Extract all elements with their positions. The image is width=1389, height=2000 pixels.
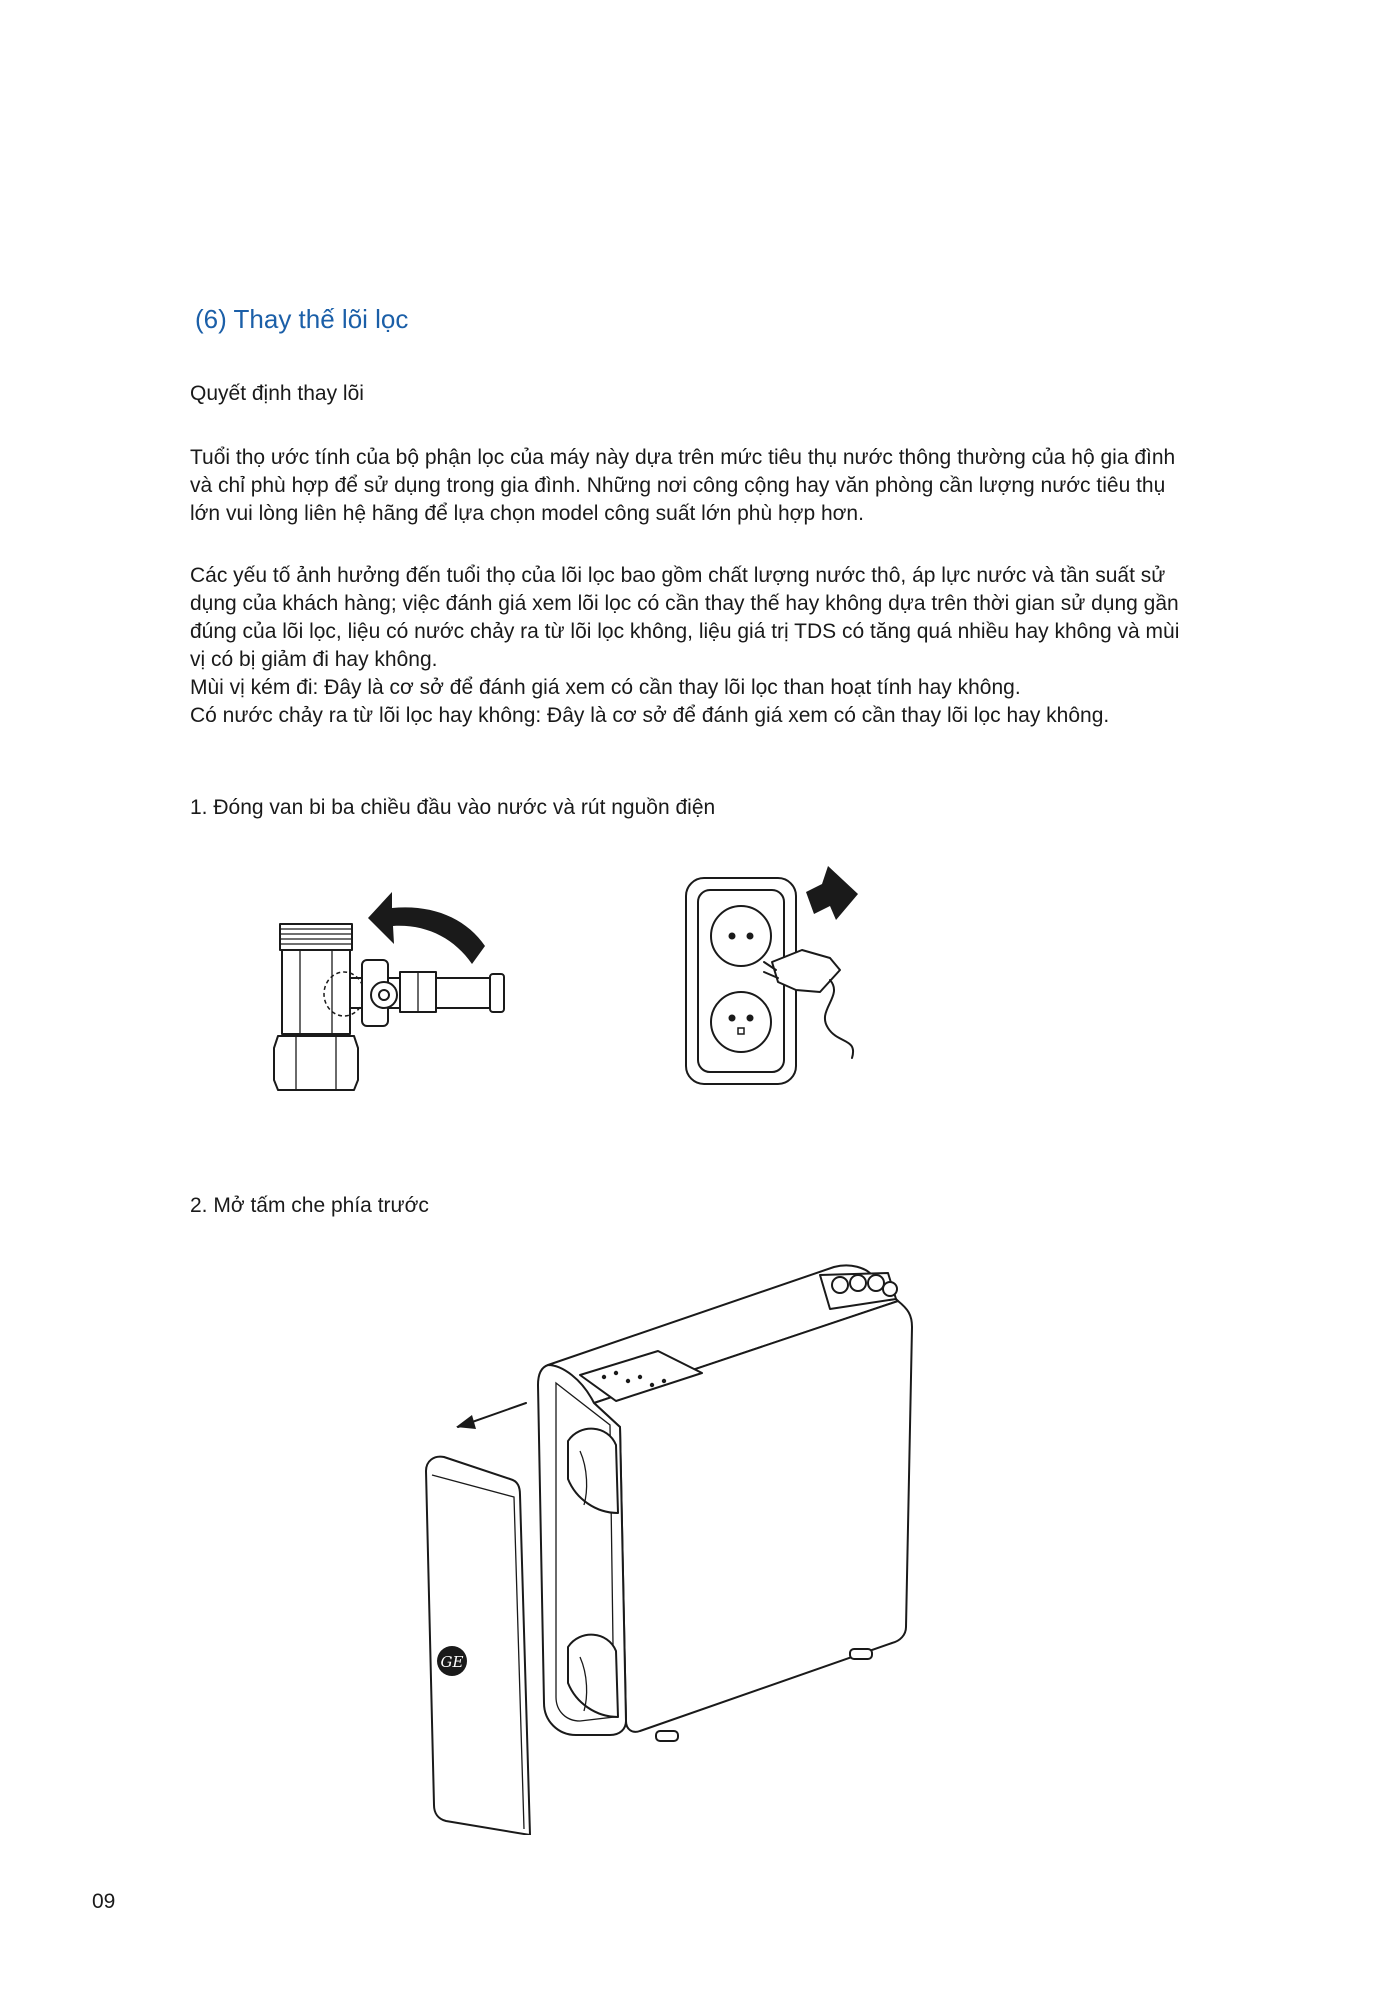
paragraph-line: lớn vui lòng liên hệ hãng để lựa chọn model công suất lớn phù hợp hơn.: [190, 502, 864, 525]
paragraph-line: Tuổi thọ ước tính của bộ phận lọc của máy này dựa trên mức tiêu thụ nước thông thường của hộ gia đình: [190, 446, 1176, 469]
arrow-right-icon: [806, 866, 858, 920]
paragraph-line: dụng của khách hàng; việc đánh giá xem lõi lọc có cần thay thế hay không dựa trên thời gian sử dụng gần: [190, 592, 1179, 615]
paragraph-line: vị có bị giảm đi hay không.: [190, 648, 438, 671]
wall-socket-illustration: [680, 858, 880, 1098]
arrow-left-icon: [456, 1403, 526, 1429]
section-subtitle: Quyết định thay lõi: [190, 382, 364, 405]
section-title: (6) Thay thế lõi lọc: [195, 304, 409, 334]
front-cover-panel: [426, 1457, 530, 1835]
three-way-valve-illustration: [270, 868, 580, 1096]
paragraph-line: Các yếu tố ảnh hưởng đến tuổi thọ của lõi lọc bao gồm chất lượng nước thô, áp lực nước và tần suất sử: [190, 564, 1166, 587]
page-number: 09: [92, 1890, 116, 1913]
water-purifier-illustration: [420, 1255, 980, 1835]
svg-text:GE: GE: [440, 1653, 464, 1671]
step-1-instruction: 1. Đóng van bi ba chiều đầu vào nước và rút nguồn điện: [190, 796, 716, 819]
paragraph-line: đúng của lõi lọc, liệu có nước chảy ra từ lõi lọc không, liệu giá trị TDS có tăng quá nhiều hay không và mùi: [190, 620, 1180, 643]
paragraph-line: Mùi vị kém đi: Đây là cơ sở để đánh giá xem có cần thay lõi lọc than hoạt tính hay không.: [190, 676, 1021, 699]
curved-arrow-icon: [368, 892, 485, 964]
paragraph-lifespan: [190, 444, 1290, 528]
paragraph-line: và chỉ phù hợp để sử dụng trong gia đình. Những nơi công cộng hay văn phòng cần lượng nước tiêu thụ: [190, 474, 1166, 497]
step-2-instruction: 2. Mở tấm che phía trước: [190, 1194, 429, 1217]
paragraph-factors: [190, 562, 1290, 730]
paragraph-line: Có nước chảy ra từ lõi lọc hay không: Đây là cơ sở để đánh giá xem có cần thay lõi lọc hay không.: [190, 704, 1110, 727]
